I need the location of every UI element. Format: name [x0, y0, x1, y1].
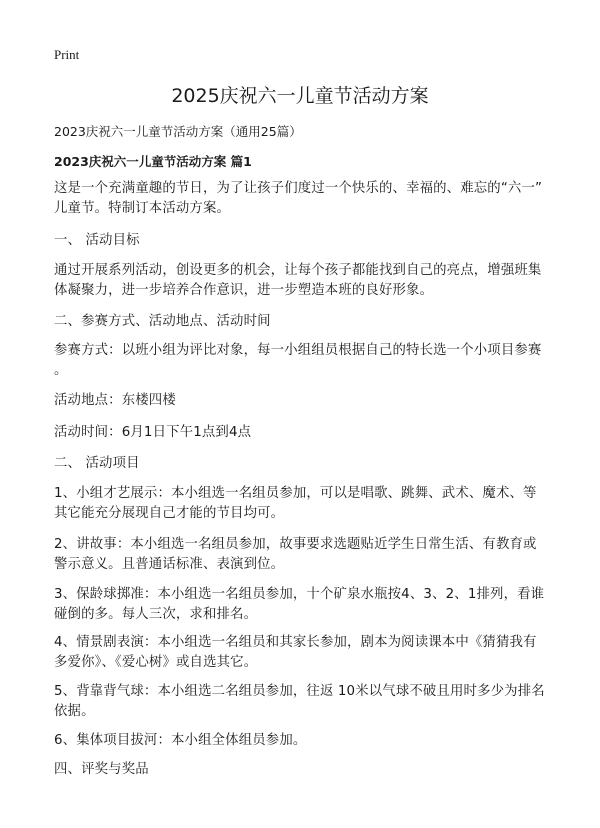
paragraph: [54, 261, 541, 300]
paragraph-line: 依据。: [54, 703, 95, 719]
subtitle: 2023庆祝六一儿童节活动方案（通用25篇）: [54, 124, 302, 139]
paragraph: [54, 179, 542, 218]
paragraph-line: 活动地点：东楼四楼: [54, 393, 176, 408]
paragraph-line: 。: [54, 362, 68, 378]
paragraph: [54, 731, 306, 751]
paragraph-line: 3、保龄球掷准：本小组选一名组员参加，十个矿泉水瓶按4、3、2、1排列，看谁: [54, 587, 545, 602]
paragraph-line: 参赛方式：以班小组为评比对象，每一小组组员根据自己的特长选一个小项目参赛: [54, 343, 542, 358]
paragraph: [54, 585, 544, 624]
paragraph: [54, 423, 251, 443]
section-heading: 2023庆祝六一儿童节活动方案 篇1: [54, 154, 252, 169]
paragraph: [54, 231, 140, 251]
paragraph: [54, 633, 537, 672]
paragraph-line: 活动时间：6月1日下午1点到4点: [54, 425, 252, 440]
paragraph: [54, 760, 149, 780]
page-title: 2025庆祝六一儿童节活动方案: [171, 85, 429, 107]
paragraph: [54, 484, 537, 523]
paragraph-line: 四、评奖与奖品: [54, 762, 149, 777]
paragraph: [54, 454, 140, 474]
paragraph: [54, 312, 271, 332]
paragraph-line: 5、背靠背气球：本小组选二名组员参加，往返 10米以气球不破且用时多少为排名: [54, 684, 545, 699]
paragraph-line: 碰倒的多。每人三次，求和排名。: [54, 606, 258, 622]
paragraph: [54, 682, 545, 721]
paragraph-line: 4、情景剧表演：本小组选一名组员和其家长参加，剧本为阅读课本中《猜猜我有: [54, 635, 537, 650]
paragraph-line: 一、 活动目标: [54, 233, 140, 248]
paragraph-line: 警示意义。且普通话标准、表演到位。: [54, 556, 285, 572]
paragraph-line: 1、小组才艺展示：本小组选一名组员参加，可以是唱歌、跳舞、武术、魔术、等: [54, 486, 537, 501]
paragraph-line: 体凝聚力，进一步培养合作意识，进一步塑造本班的良好形象。: [54, 282, 434, 298]
paragraph-line: 6、集体项目拔河：本小组全体组员参加。: [54, 733, 307, 748]
print-link[interactable]: Print: [54, 47, 80, 62]
paragraph: [54, 341, 541, 380]
paragraph-line: 多爱你》、《爱心树》或自选其它。: [54, 654, 258, 670]
paragraph-line: 2、讲故事：本小组选一名组员参加，故事要求选题贴近学生日常生活、有教育或: [54, 537, 537, 552]
paragraph-line: 其它能充分展现自己才能的节目均可。: [54, 505, 285, 521]
paragraph-line: 二、参赛方式、活动地点、活动时间: [54, 314, 271, 329]
paragraph-line: 这是一个充满童趣的节日，为了让孩子们度过一个快乐的、幸福的、难忘的“六一”: [54, 181, 543, 196]
paragraph-line: 儿童节。特制订本活动方案。: [54, 200, 231, 216]
paragraph-line: 二、 活动项目: [54, 456, 140, 471]
paragraph: [54, 391, 176, 411]
paragraph-line: 通过开展系列活动，创设更多的机会，让每个孩子都能找到自己的亮点，增强班集: [54, 263, 542, 278]
paragraph: [54, 535, 537, 574]
